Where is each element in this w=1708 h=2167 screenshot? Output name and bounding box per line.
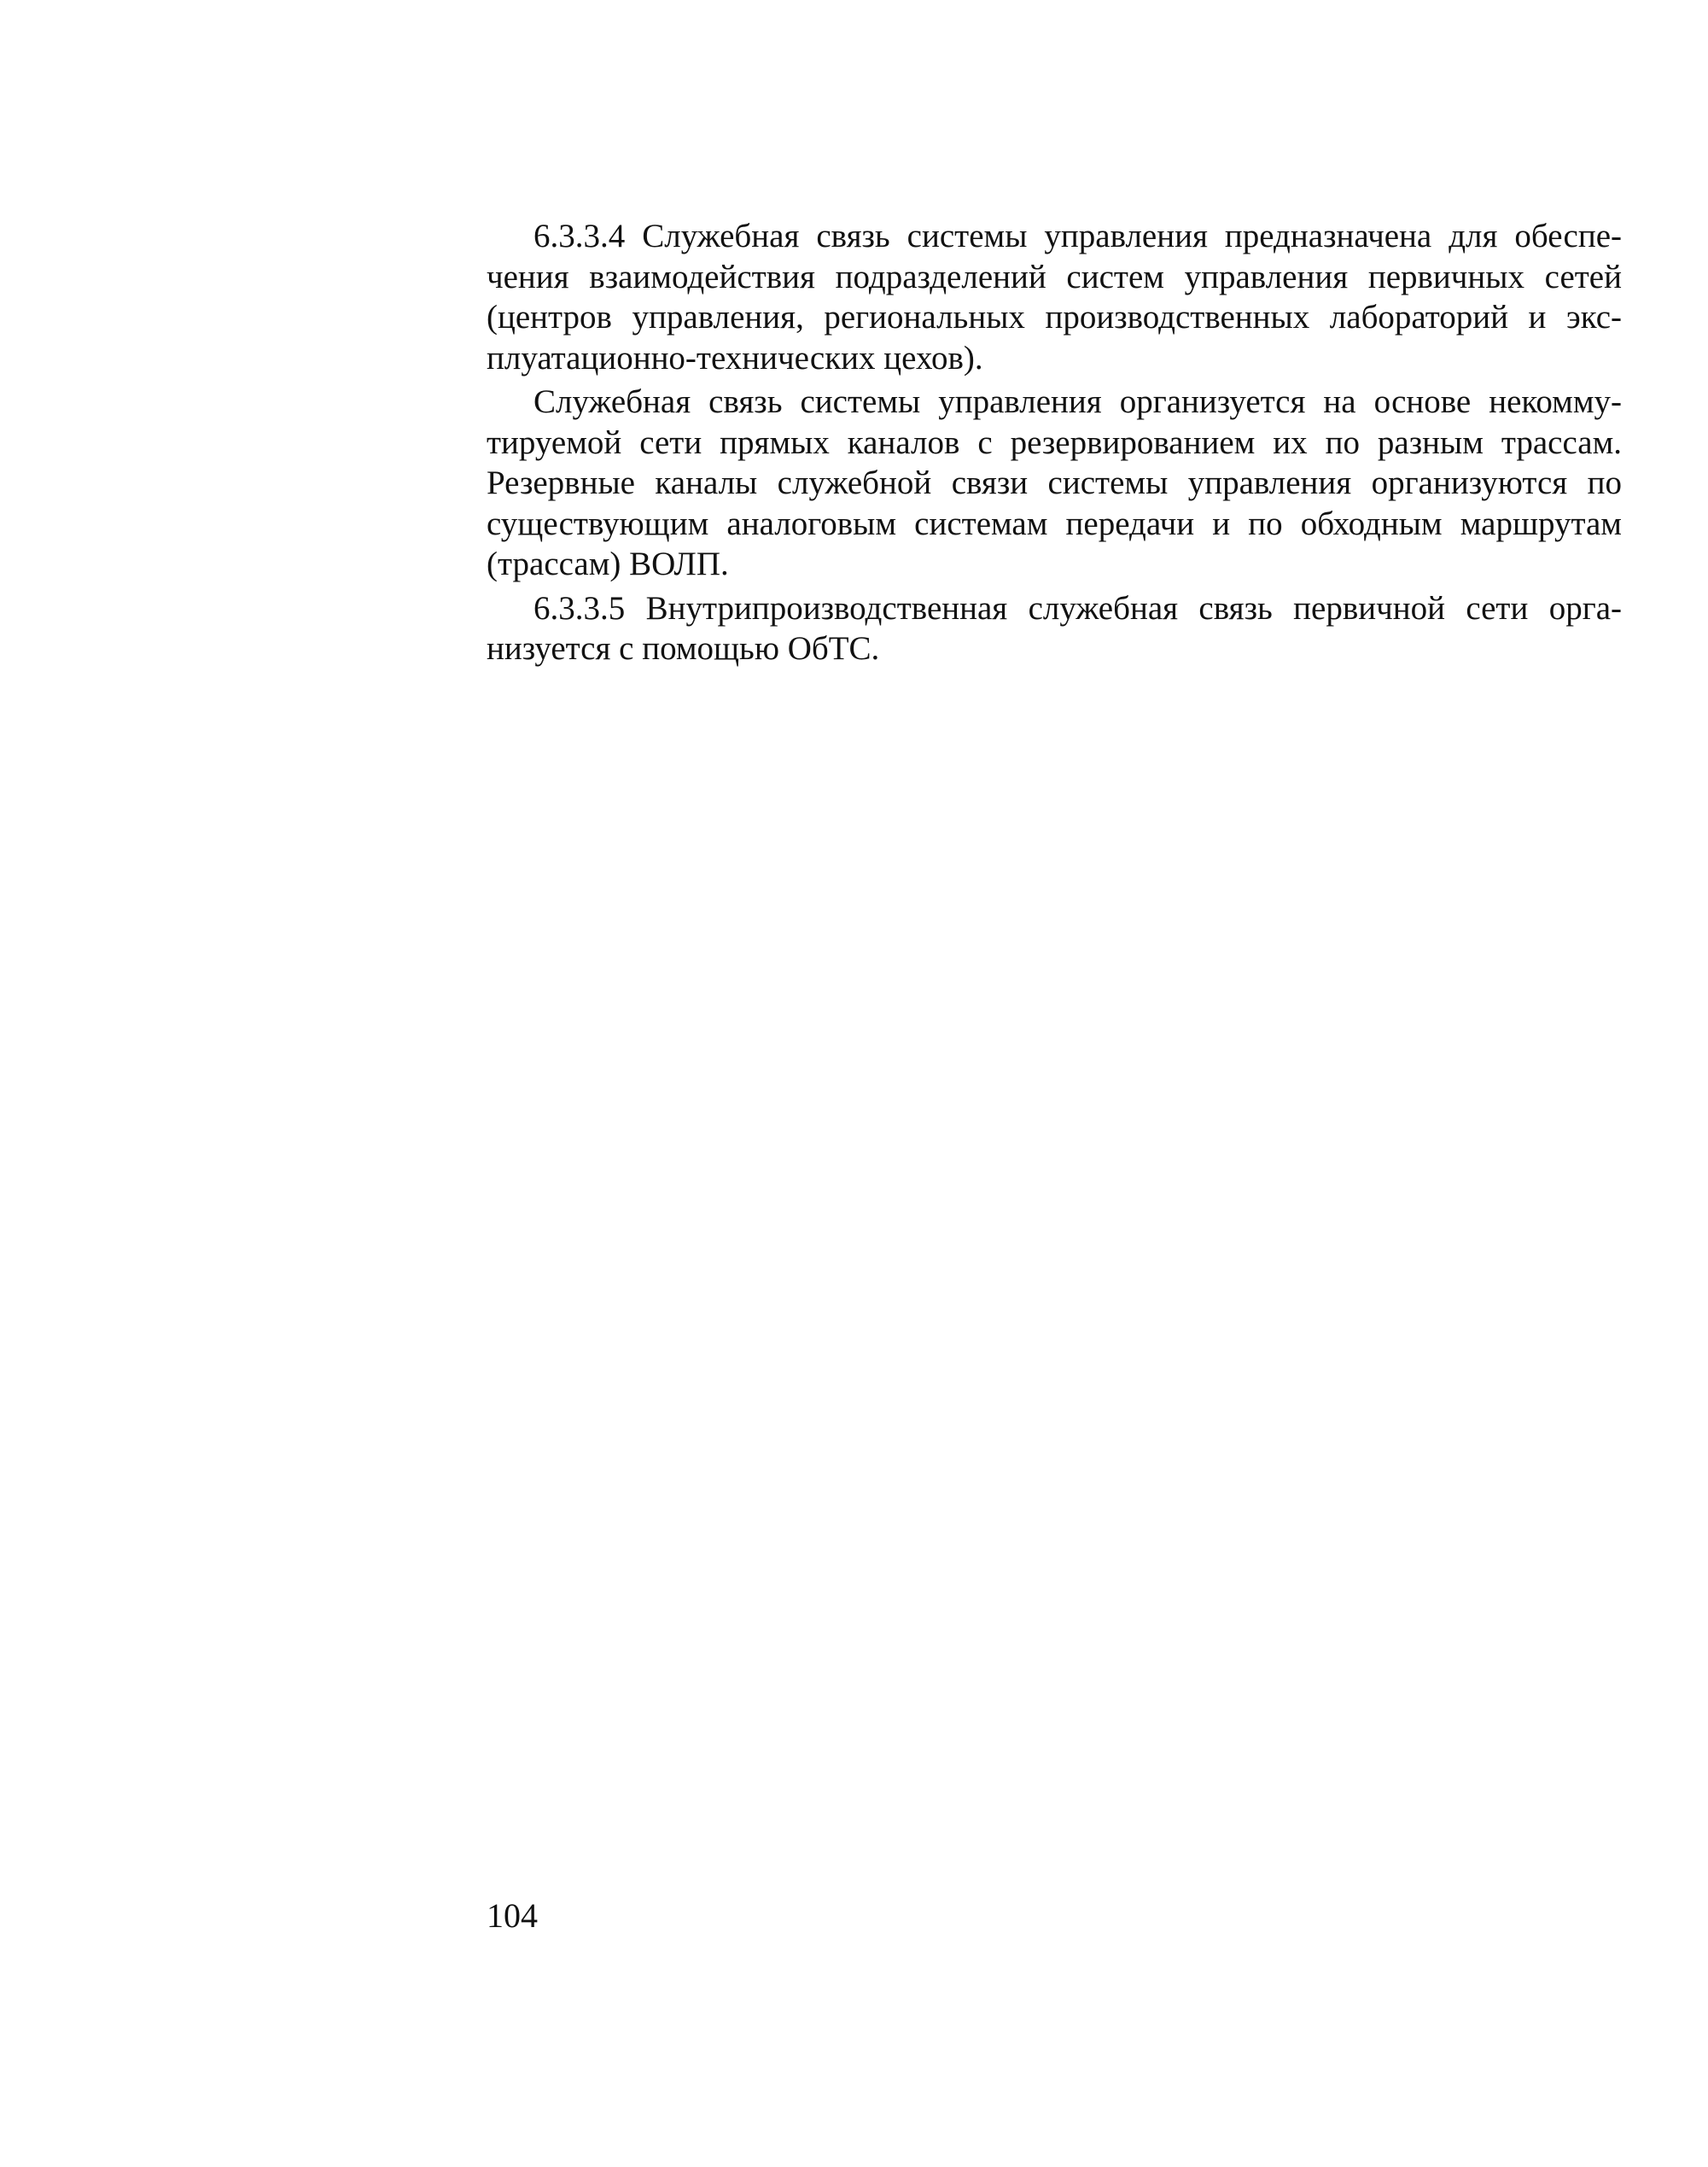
text-line: (трассам) ВОЛП. [487,546,729,582]
text-line: существующим аналоговым системам передачи и по обходным маршрутам [487,505,1622,542]
text-line: плуатационно-технических цехов). [487,339,983,377]
text-line: Резервные каналы служебной связи системы управления организуются по [487,464,1622,501]
text-line: 6.3.3.5 Внутрипроизводственная служебная связь первичной сети орга- [533,589,1622,627]
paragraph-6-3-3-5 [487,588,1622,669]
body-text [487,216,1622,669]
text-line: (центров управления, региональных производственных лабораторий и экс- [487,299,1622,336]
text-line: 6.3.3.4 Служебная связь системы управления предназначена для обеспе- [533,218,1622,254]
page-number: 104 [487,1896,538,1935]
paragraph-6-3-3-4 [487,216,1622,378]
paragraph-service-network [487,382,1622,585]
text-line: чения взаимодействия подразделений систем управления первичных сетей [487,258,1622,295]
text-line: Служебная связь системы управления организуется на основе некомму- [533,383,1622,420]
text-line: тируемой сети прямых каналов с резервированием их по разным трассам. [487,423,1622,461]
text-line: низуется с помощью ОбТС. [487,630,880,667]
